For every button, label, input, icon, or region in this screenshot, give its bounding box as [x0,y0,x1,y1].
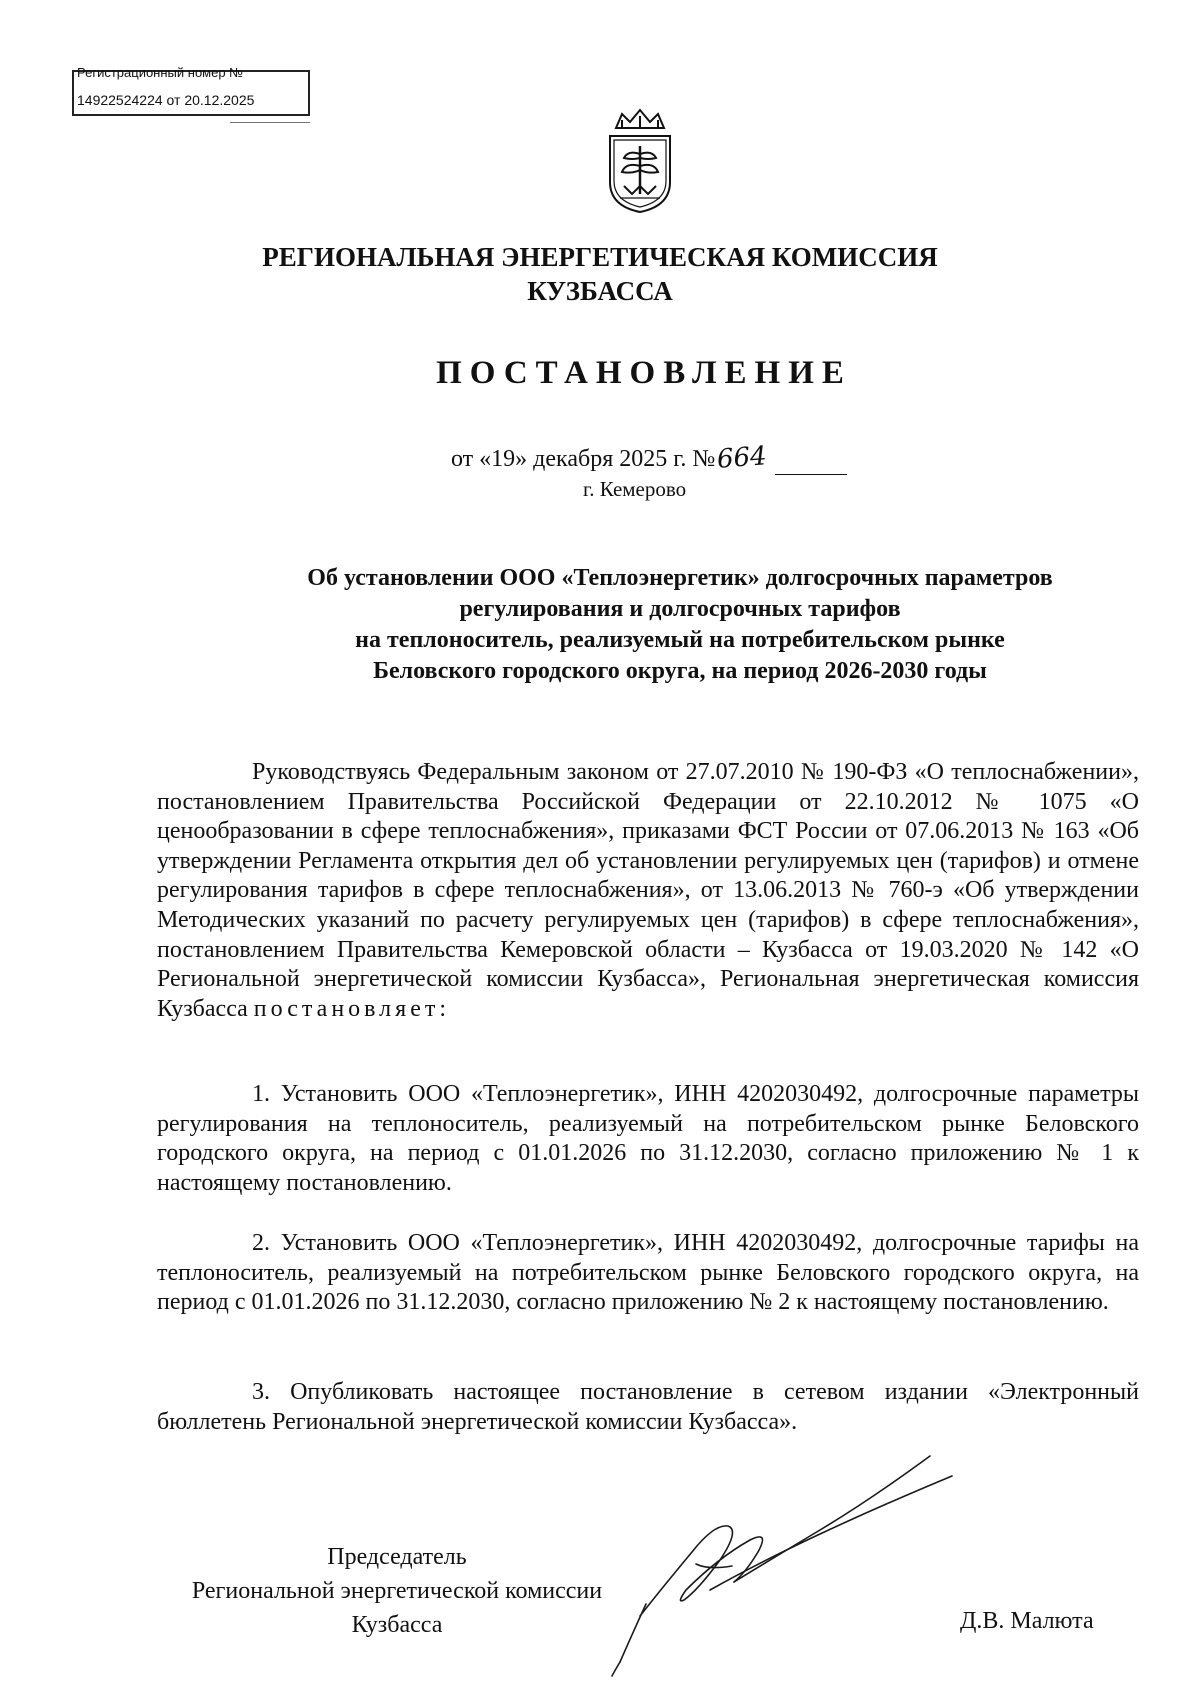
subject-line: Об установлении ООО «Теплоэнергетик» долгосрочных параметров [307,565,1053,591]
preamble-paragraph [157,758,1139,1024]
resolution-item-1: 1. Установить ООО «Теплоэнергетик», ИНН 4202030492, долгосрочные параметры регулирования на теплоноситель, реализуемый на потребительском рынке Беловского городского округа, на период с 01.01.2026 по 31.12.2030, согласно приложению № 1 к настоящему постановлению. [157,1081,1139,1196]
resolves-word: постановляет: [253,995,451,1022]
registration-number: 14922524224 от 20.12.2025 [77,92,255,108]
signatory-title [157,1540,637,1642]
resolution-item-2: 2. Установить ООО «Теплоэнергетик», ИНН 4202030492, долгосрочные тарифы на теплоноситель, реализуемый на потребительском рынке Беловского городского округа, на период с 01.01.2026 по 31.12.2030, согласно приложению № 2 к настоящему постановлению. [157,1230,1139,1316]
document-type: ПОСТАНОВЛЕНИЕ [436,355,852,391]
registration-underline [230,122,310,123]
signatory-title-line: Председатель [327,1544,467,1570]
signatory-name: Д.В. Малюта [960,1608,1094,1634]
preamble-text: Руководствуясь Федеральным законом от 27.07.2010 № 190-ФЗ «О теплоснабжении», постановлением Правительства Российской Федерации от 22.10.2012 № 1075 «О ценообразовании в сфере теплоснабжения», приказами ФСТ России от 07.06.2013 № 163 «Об утверждении Регламента открытия дел об установлении регулируемых цен (тарифов) и отмене регулирования тарифов в сфере теплоснабжения», от 13.06.2013 № 760-э «Об утверждении Методических указаний по расчету регулируемых цен (тарифов) в сфере теплоснабжения», постановлением Правительства Кемеровской области – Кузбасса от 19.03.2020 № 142 «О Региональной энергетической комиссии Кузбасса», Региональная энергетическая комиссия Кузбасса [157,759,1139,1022]
document-number: 664 [716,441,768,475]
document-subject [220,563,1140,687]
signatory-title-line: Региональной энергетической комиссии [191,1578,603,1604]
registration-label: Регистрационный номер № [77,65,244,80]
org-name-line2: КУЗБАССА [527,276,673,306]
org-name-line1: РЕГИОНАЛЬНАЯ ЭНЕРГЕТИЧЕСКАЯ КОМИССИЯ [262,242,938,272]
resolution-item-3: 3. Опубликовать настоящее постановление в сетевом издании «Электронный бюллетень Региональной энергетической комиссии Кузбасса». [157,1379,1139,1435]
document-city: г. Кемерово [583,477,687,501]
registration-stamp [72,65,310,116]
subject-line: Беловского городского округа, на период 2026-2030 годы [373,658,987,684]
document-number-underline [775,474,847,475]
kuzbass-coat-of-arms-icon [602,106,678,214]
signatory-title-line: Кузбасса [351,1612,443,1638]
subject-line: на теплоноситель, реализуемый на потребительском рынке [355,627,1005,653]
handwritten-signature-icon [600,1440,1000,1680]
document-date: от «19» декабря 2025 г. № [451,446,716,472]
document-date-line [451,443,767,473]
subject-line: регулирования и долгосрочных тарифов [459,596,901,622]
